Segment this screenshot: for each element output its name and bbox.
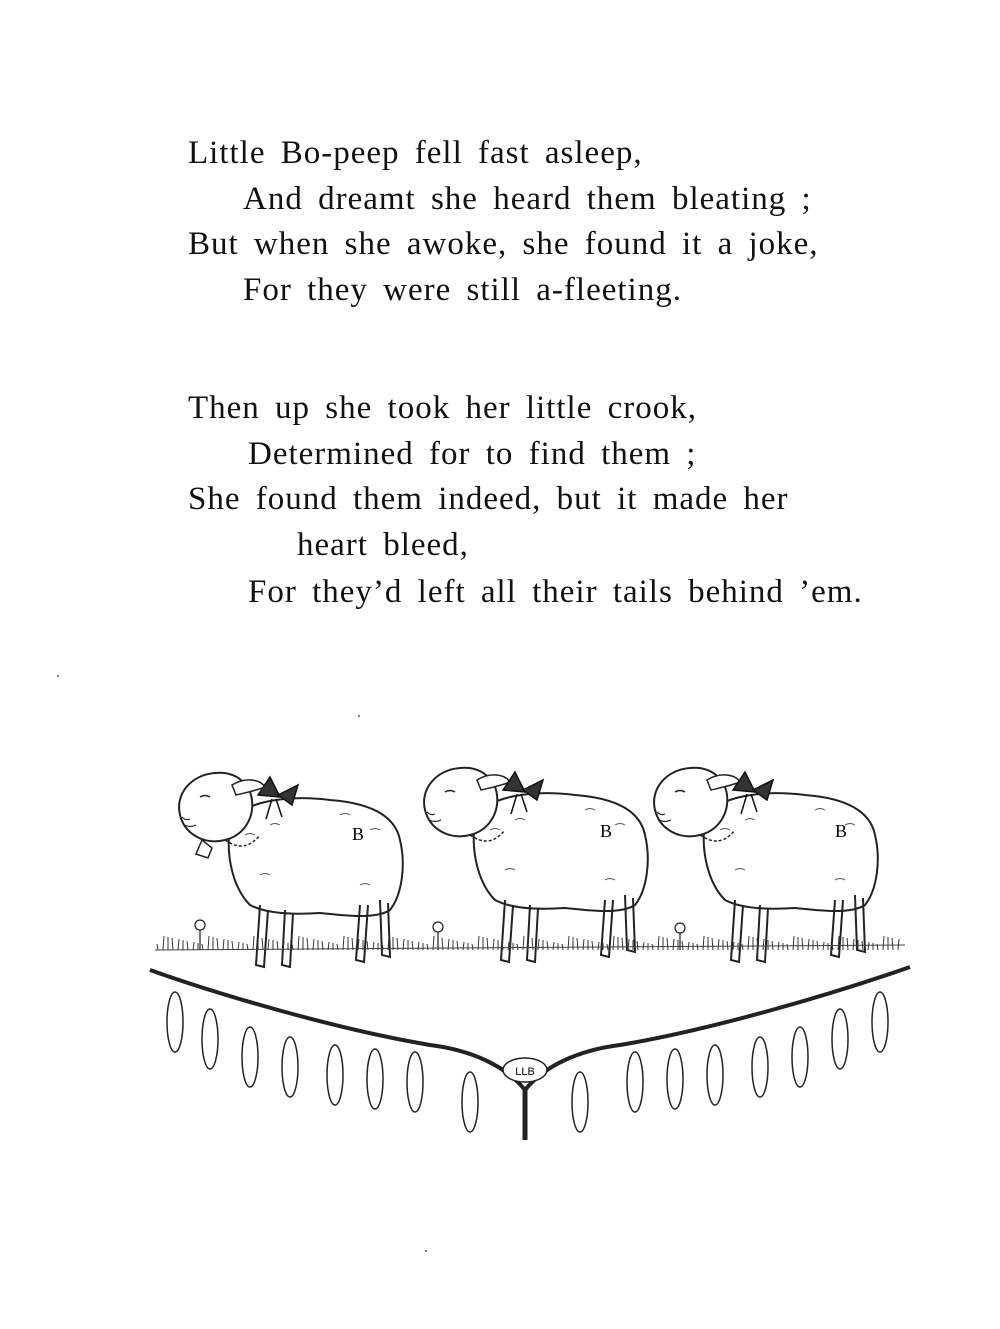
poem-line: Determined for to find them ; xyxy=(248,436,697,472)
catkin xyxy=(572,1072,588,1132)
sheep-2 xyxy=(424,768,648,962)
paper-speck xyxy=(57,675,59,677)
sheep-3 xyxy=(654,768,878,962)
catkin xyxy=(367,1049,383,1109)
sheep-brand-b: B xyxy=(352,824,365,844)
catkin xyxy=(462,1072,478,1132)
catkin xyxy=(407,1052,423,1112)
poem-line: And dreamt she heard them bleating ; xyxy=(243,181,812,217)
catkin xyxy=(792,1027,808,1087)
poem-line: But when she awoke, she found it a joke, xyxy=(188,226,819,262)
catkin xyxy=(667,1049,683,1109)
poem-line: Little Bo-peep fell fast asleep, xyxy=(188,135,643,171)
catkin xyxy=(627,1052,643,1112)
branch-garland xyxy=(150,967,910,1140)
illustrator-monogram: LLB xyxy=(515,1066,535,1078)
poem-line: Then up she took her little crook, xyxy=(188,390,697,426)
catkin xyxy=(752,1037,768,1097)
catkin xyxy=(282,1037,298,1097)
paper-speck xyxy=(358,715,360,717)
poem-line: For they’d left all their tails behind ’em. xyxy=(248,574,863,610)
poem-line: She found them indeed, but it made her xyxy=(188,481,789,517)
catkin xyxy=(242,1027,258,1087)
poem-line: heart bleed, xyxy=(297,527,469,563)
sheep-illustration xyxy=(140,745,920,1155)
poem-line: For they were still a-fleeting. xyxy=(243,272,682,308)
grass-strip xyxy=(155,936,905,950)
catkin xyxy=(832,1009,848,1069)
catkin xyxy=(872,992,888,1052)
catkin xyxy=(167,992,183,1052)
sheep-brand-b: B xyxy=(600,821,613,841)
catkin xyxy=(327,1045,343,1105)
catkin xyxy=(707,1045,723,1105)
sheep-brand-b: B xyxy=(835,821,848,841)
catkin xyxy=(202,1009,218,1069)
paper-speck xyxy=(425,1250,427,1252)
